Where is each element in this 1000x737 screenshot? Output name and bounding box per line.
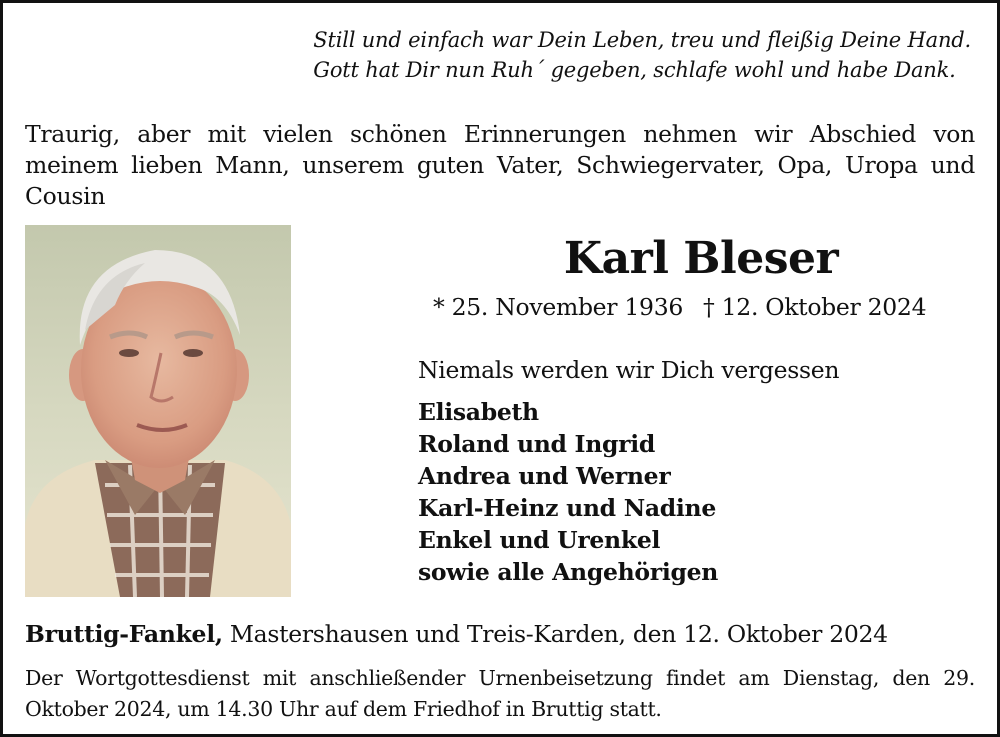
- intro-text: Traurig, aber mit vielen schönen Erinnerungen nehmen wir Abschied von meinem lieben Mann, unserem guten Vater, Schwiegervater, Opa, Uropa und Cousin: [25, 120, 975, 210]
- death-date: † 12. Oktober 2024: [703, 293, 927, 321]
- place-rest: Mastershausen und Treis-Karden, den 12. Oktober 2024: [222, 620, 888, 648]
- poem-line-1: Still und einfach war Dein Leben, treu und fleißig Deine Hand.: [313, 28, 971, 52]
- portrait-photo: [25, 225, 291, 597]
- life-dates: [433, 293, 926, 321]
- portrait-photo-image: [25, 225, 291, 597]
- service-notice: Der Wortgottesdienst mit anschließender Urnenbeisetzung findet am Dienstag, den 29. Oktober 2024, um 14.30 Uhr auf dem Friedhof in Bruttig statt.: [25, 666, 975, 721]
- mourner-name: Enkel und Urenkel: [418, 526, 661, 554]
- mourner-name: Karl-Heinz und Nadine: [418, 494, 716, 522]
- mourner-name: Andrea und Werner: [418, 462, 671, 490]
- mourner-name: Roland und Ingrid: [418, 430, 655, 458]
- poem-line-2: Gott hat Dir nun Ruh´ gegeben, schlafe wohl und habe Dank.: [313, 58, 956, 82]
- place-and-date: [25, 620, 888, 648]
- birth-date: * 25. November 1936: [433, 293, 684, 321]
- mourners-list: [418, 396, 718, 588]
- deceased-name: Karl Bleser: [563, 233, 839, 284]
- mourner-name: Elisabeth: [418, 398, 539, 426]
- mourner-name: sowie alle Angehörigen: [418, 558, 719, 586]
- motto: Niemals werden wir Dich vergessen: [418, 356, 840, 384]
- place-bold: Bruttig-Fankel,: [25, 620, 223, 648]
- poem: [313, 25, 971, 85]
